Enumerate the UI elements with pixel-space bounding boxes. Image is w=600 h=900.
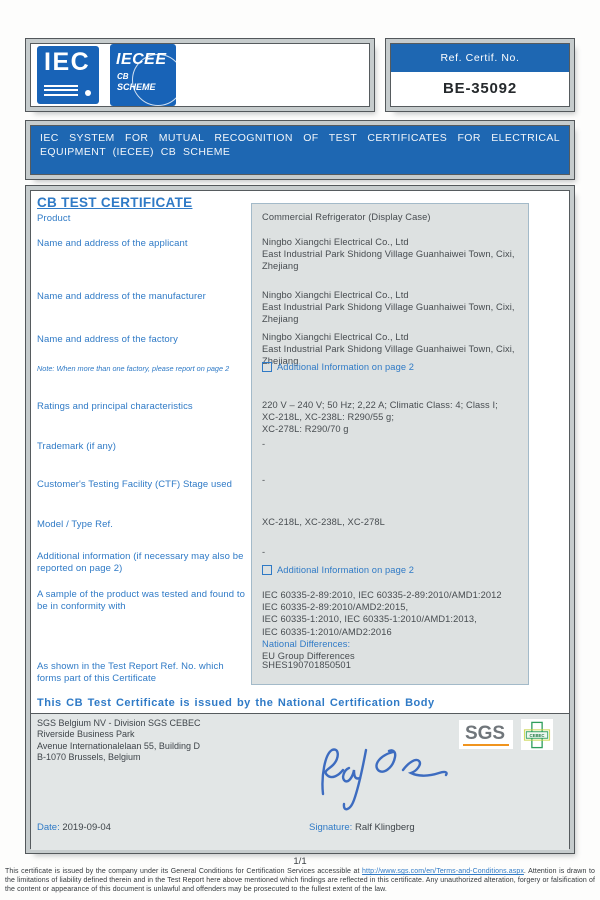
ref-certif-box (390, 43, 570, 107)
svg-text:CEBEC: CEBEC (529, 732, 545, 738)
label-product: Product (37, 213, 71, 224)
iecee-logo-scheme: SCHEME (117, 82, 156, 92)
label-factory: Name and address of the factory (37, 334, 178, 345)
ncb-section (31, 713, 569, 850)
label-applicant: Name and address of the applicant (37, 238, 188, 249)
label-additional-info: Additional information (if necessary may also be reported on page 2) (37, 551, 244, 574)
label-test-report: As shown in the Test Report Ref. No. which forms part of this Certificate (37, 661, 224, 684)
header-logos-box (30, 43, 370, 107)
certificate-title: CB TEST CERTIFICATE (37, 195, 193, 210)
handwritten-signature (309, 738, 459, 822)
ncb-address: SGS Belgium NV - Division SGS CEBEC Riverside Business Park Avenue Internationalelaan 55, Building D B-1070 Brussels, Belgium (37, 718, 201, 762)
ref-certif-label: Ref. Certif. No. (391, 44, 569, 72)
ref-certif-value: BE-35092 (443, 80, 517, 97)
label-ratings: Ratings and principal characteristics (37, 401, 193, 412)
value-additional-info: - (262, 547, 266, 557)
factory-additional-info-label: Additional Information on page 2 (277, 362, 415, 372)
terms-link[interactable]: http://www.sgs.com/en/Terms-and-Conditions.aspx (362, 868, 524, 875)
value-test-report: SHES190701850501 (262, 660, 351, 670)
additional-info-checkbox-icon (262, 565, 272, 575)
signature-label: Signature: (309, 822, 353, 833)
scheme-banner: IEC SYSTEM FOR MUTUAL RECOGNITION OF TEST CERTIFICATES FOR ELECTRICAL EQUIPMENT (IECEE) CB SCHEME (30, 125, 570, 175)
label-conformity: A sample of the product was tested and found to be in conformity with (37, 589, 246, 612)
iecee-logo-cb: CB (117, 72, 129, 81)
national-differences-value: EU Group Differences (262, 651, 355, 662)
factory-additional-info-checkbox-icon (262, 362, 272, 372)
sgs-logo-icon (459, 720, 513, 749)
legal-disclaimer (5, 868, 595, 894)
date-value: 2019-09-04 (62, 822, 111, 833)
page-number: 1/1 (293, 856, 307, 867)
legal-text-pre: This certificate is issued by the company under its General Conditions for Certification Services accessible at (5, 868, 363, 875)
value-manufacturer: Ningbo Xiangchi Electrical Co., Ltd East Industrial Park Shidong Village Guanhaiwei Town, Cixi, Zhejiang (262, 290, 515, 325)
value-applicant: Ningbo Xiangchi Electrical Co., Ltd East Industrial Park Shidong Village Guanhaiwei Town, Cixi, Zhejiang (262, 237, 515, 272)
iec-logo-text: IEC (44, 48, 91, 76)
date-row (37, 822, 111, 833)
sgs-logo-text: SGS (463, 724, 509, 746)
value-factory: Ningbo Xiangchi Electrical Co., Ltd East Industrial Park Shidong Village Guanhaiwei Town, Cixi, Zhejiang (262, 332, 515, 367)
signature-row (309, 822, 415, 833)
additional-info-row (262, 564, 528, 576)
label-manufacturer: Name and address of the manufacturer (37, 291, 206, 302)
certificate-body (30, 190, 570, 849)
cebec-logo-icon (521, 719, 553, 750)
value-trademark: - (262, 439, 266, 449)
iecee-logo-title: IECEE (116, 51, 167, 68)
value-ctf: - (262, 475, 266, 485)
label-ctf: Customer's Testing Facility (CTF) Stage used (37, 479, 233, 490)
iec-logo-icon (37, 46, 99, 104)
issued-by-statement: This CB Test Certificate is issued by the National Certification Body (37, 697, 435, 709)
iecee-cb-scheme-logo-icon (110, 44, 176, 106)
label-trademark: Trademark (if any) (37, 441, 117, 452)
additional-info-label: Additional Information on page 2 (277, 565, 415, 575)
value-conformity: IEC 60335-2-89:2010, IEC 60335-2-89:2010/AMD1:2012 IEC 60335-2-89:2010/AMD2:2015, IEC 60335-1:2010, IEC 60335-1:2010/AMD1:2013, IEC 60335-1:2010/AMD2:2016 National Differences: EU Group Differences (262, 589, 528, 662)
factory-additional-info-row (262, 361, 528, 373)
national-differences-label: National Differences: (262, 638, 351, 649)
iec-logo-lines (44, 82, 78, 96)
signature-value: Ralf Klingberg (354, 822, 415, 833)
label-model: Model / Type Ref. (37, 519, 113, 530)
factory-note: Note: When more than one factory, please report on page 2 (37, 364, 230, 373)
value-product: Commercial Refrigerator (Display Case) (262, 212, 431, 222)
legal-text-post: . Attention is drawn to the limitations of liability defined therein and in the Test Report here above mentioned which findings are reflected in this certificate. Any unauthorized alteration, forgery or falsification of the content or appearance of this document is unlawful and offenders may be prosecuted to the fullest extent of the law. (5, 868, 595, 893)
iec-logo-dot (85, 90, 91, 96)
value-ratings: 220 V – 240 V; 50 Hz; 2,22 A; Climatic Class: 4; Class I; XC-218L, XC-238L: R290/55 g; XC-278L: R290/70 g (262, 400, 498, 435)
date-label: Date: (37, 822, 60, 833)
value-model: XC-218L, XC-238L, XC-278L (262, 517, 385, 527)
